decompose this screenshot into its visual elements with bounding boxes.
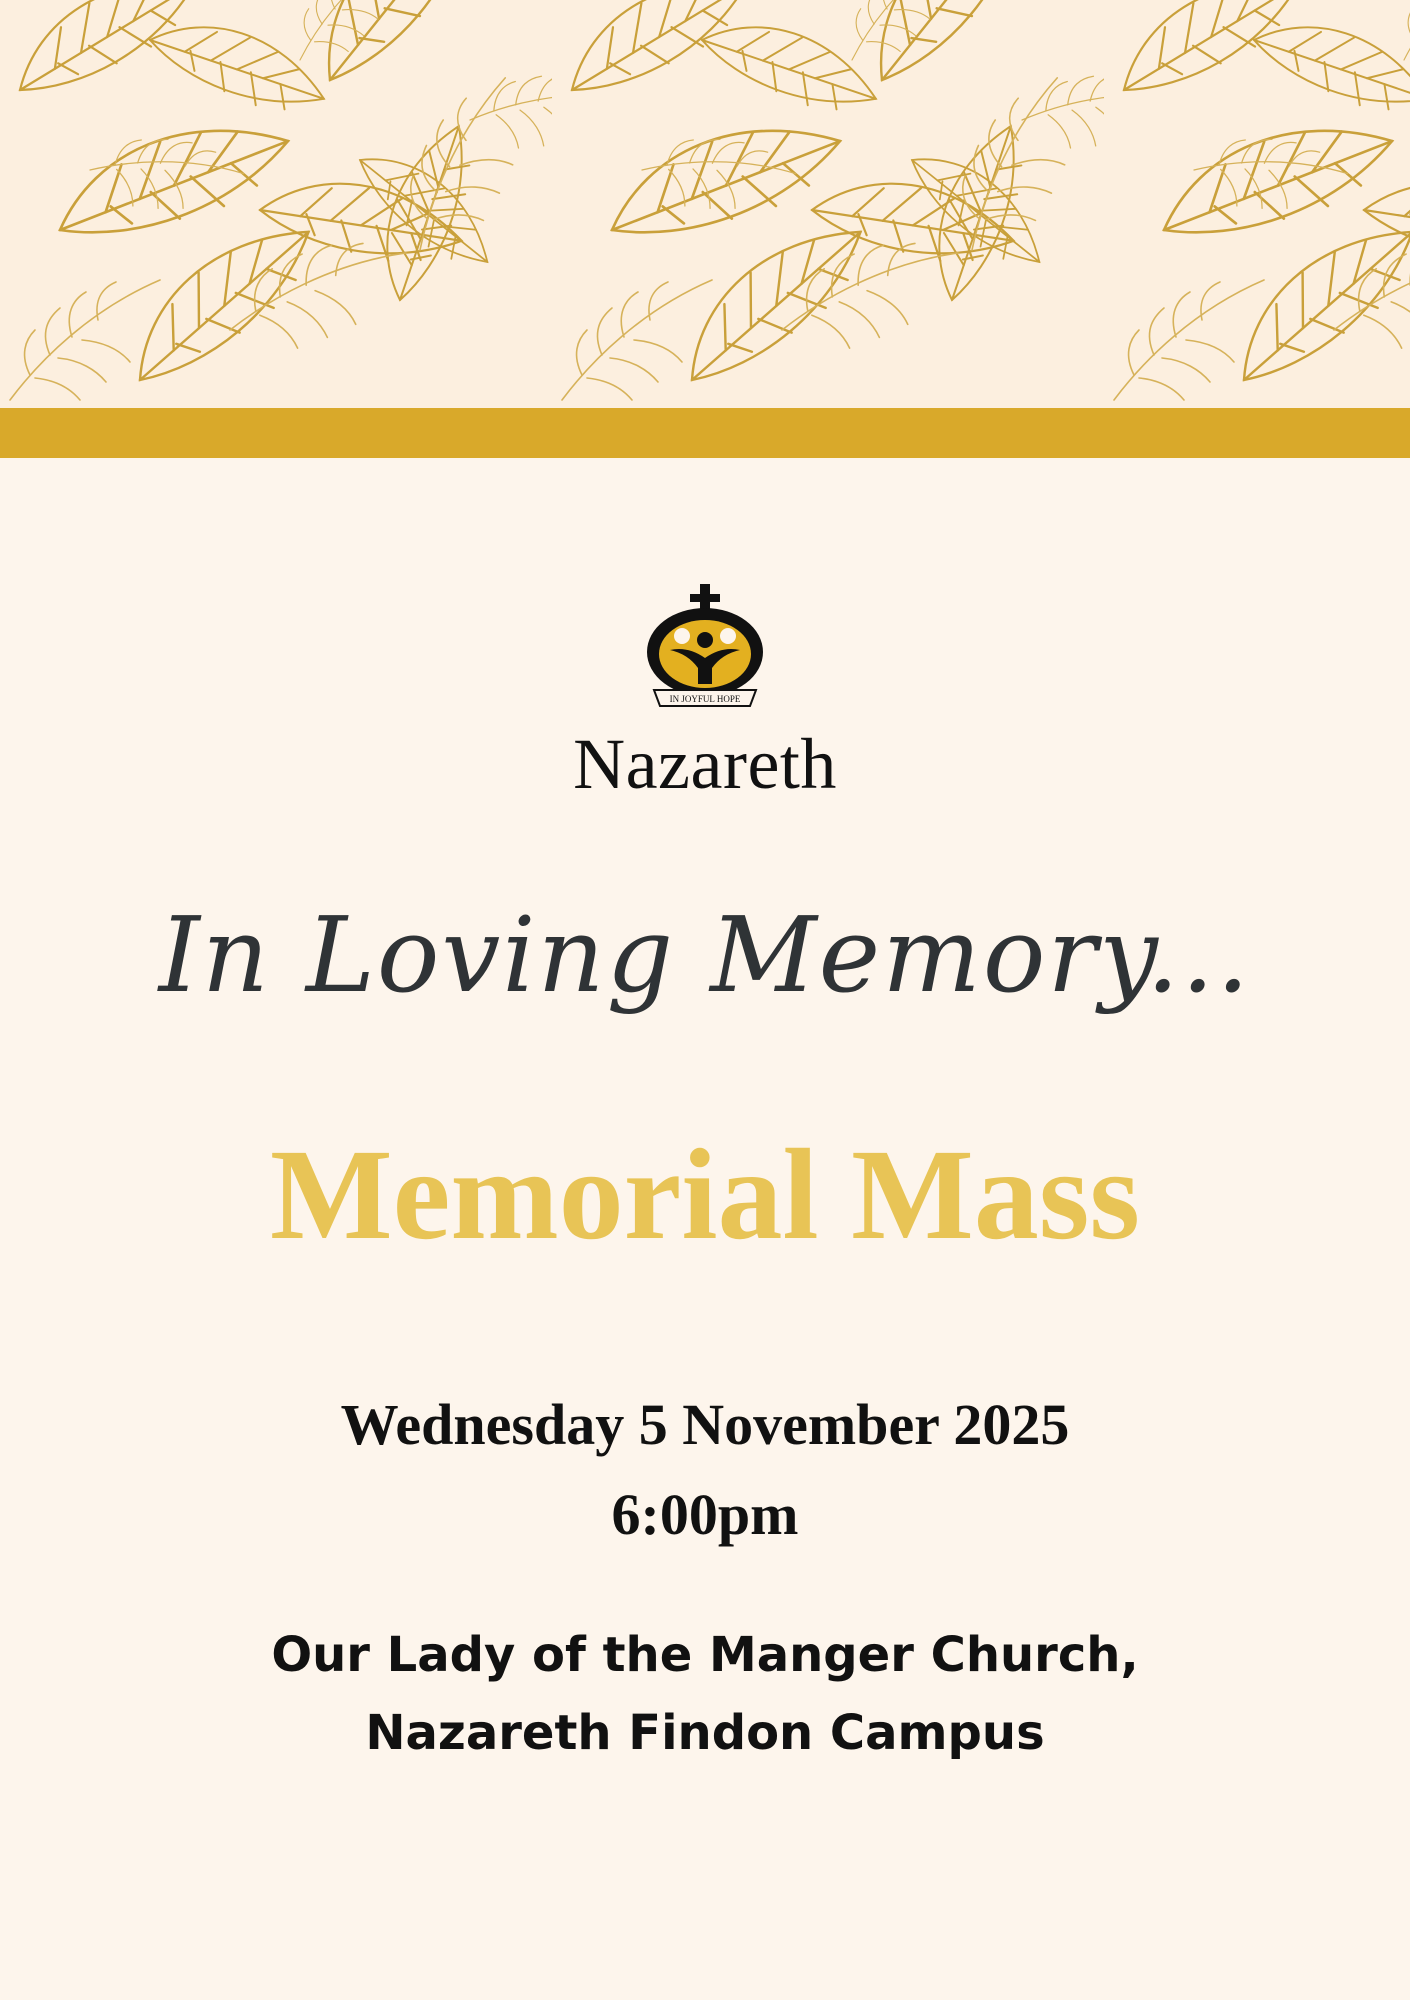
gold-leaf-pattern [0,0,1410,408]
motto-text: IN JOYFUL HOPE [669,694,741,704]
gold-divider-band [0,408,1410,458]
venue-line-2: Nazareth Findon Campus [365,1705,1045,1761]
venue-line-1: Our Lady of the Manger Church, [271,1627,1139,1683]
leaf-pattern-banner [0,0,1410,408]
event-date: Wednesday 5 November 2025 [340,1392,1070,1457]
school-logo [0,580,1410,804]
script-title: In Loving Memory... [158,894,1252,1016]
cross-crest-icon [640,580,770,720]
school-name: Nazareth [573,724,837,804]
event-time: 6:00pm [611,1482,799,1547]
page-title: Memorial Mass [269,1123,1140,1267]
